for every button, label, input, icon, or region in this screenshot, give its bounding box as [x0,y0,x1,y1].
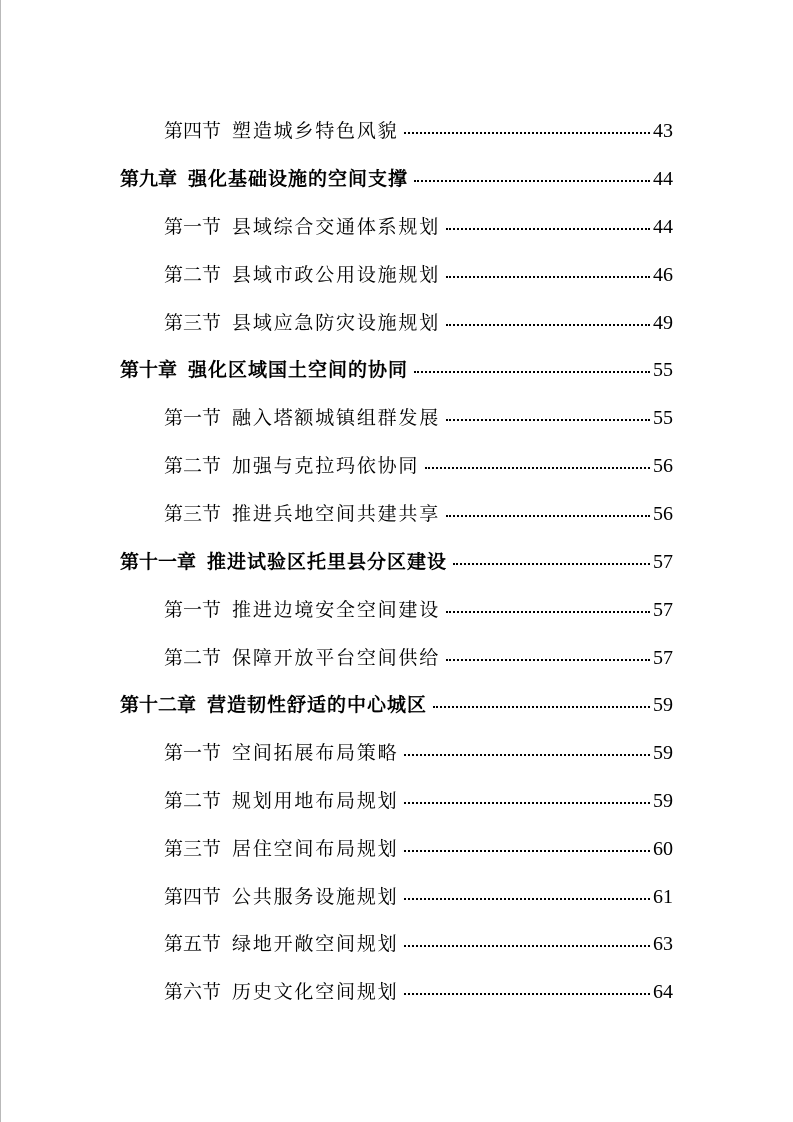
entry-number: 第十章 [120,359,178,381]
dot-leader [446,324,650,326]
entry-number: 第一节 [164,407,222,429]
entry-title: 塑造城乡特色风貌 [232,120,399,142]
toc-entry-section[interactable] [164,786,673,816]
entry-number: 第六节 [164,981,222,1003]
entry-number: 第五节 [164,933,222,955]
dot-leader [433,706,650,708]
entry-number: 第三节 [164,838,222,860]
entry-number: 第二节 [164,790,222,812]
toc-entry-section[interactable] [164,260,673,290]
entry-number: 第二节 [164,647,222,669]
entry-title: 推进试验区托里县分区建设 [207,551,448,573]
entry-title: 保障开放平台空间供给 [232,647,441,669]
entry-number: 第一节 [164,216,222,238]
entry-number: 第一节 [164,742,222,764]
entry-page-number: 44 [653,216,673,238]
dot-leader [425,467,650,469]
entry-title: 空间拓展布局策略 [232,742,399,764]
dot-leader [414,180,650,182]
toc-entry-section[interactable] [164,308,673,338]
entry-page-number: 59 [653,694,673,716]
dot-leader [404,945,650,947]
entry-title: 规划用地布局规划 [232,790,399,812]
entry-title: 推进兵地空间共建共享 [232,503,441,525]
entry-page-number: 57 [653,551,673,573]
toc-entry-chapter[interactable] [120,690,673,720]
toc-entry-section[interactable] [164,929,673,959]
entry-page-number: 63 [653,933,673,955]
entry-title: 推进边境安全空间建设 [232,599,441,621]
toc-entry-section[interactable] [164,738,673,768]
dot-leader [446,515,650,517]
toc-entry-chapter[interactable] [120,355,673,385]
dot-leader [404,850,650,852]
entry-title: 居住空间布局规划 [232,838,399,860]
entry-page-number: 64 [653,981,673,1003]
entry-page-number: 49 [653,312,673,334]
entry-title: 绿地开敞空间规划 [232,933,399,955]
entry-number: 第三节 [164,503,222,525]
entry-page-number: 55 [653,407,673,429]
entry-page-number: 56 [653,455,673,477]
entry-title: 强化区域国土空间的协同 [188,359,409,381]
entry-page-number: 59 [653,742,673,764]
toc-entry-chapter[interactable] [120,547,673,577]
dot-leader [453,563,650,565]
toc-entry-section[interactable] [164,977,673,1007]
entry-number: 第三节 [164,312,222,334]
dot-leader [404,802,650,804]
toc-entry-section[interactable] [164,116,673,146]
toc-entry-section[interactable] [164,212,673,242]
entry-title: 公共服务设施规划 [232,886,399,908]
entry-title: 历史文化空间规划 [232,981,399,1003]
entry-number: 第十二章 [120,694,197,716]
entry-title: 县域应急防灾设施规划 [232,312,441,334]
entry-number: 第四节 [164,886,222,908]
entry-number: 第二节 [164,455,222,477]
entry-title: 县域市政公用设施规划 [232,264,441,286]
entry-page-number: 59 [653,790,673,812]
entry-page-number: 43 [653,120,673,142]
entry-number: 第一节 [164,599,222,621]
entry-title: 营造韧性舒适的中心城区 [207,694,428,716]
toc-entry-section[interactable] [164,882,673,912]
dot-leader [404,754,650,756]
entry-page-number: 57 [653,647,673,669]
entry-title: 加强与克拉玛依协同 [232,455,420,477]
entry-page-number: 44 [653,168,673,190]
dot-leader [414,371,650,373]
entry-page-number: 60 [653,838,673,860]
dot-leader [404,993,650,995]
entry-title: 融入塔额城镇组群发展 [232,407,441,429]
entry-number: 第十一章 [120,551,197,573]
entry-number: 第九章 [120,168,178,190]
dot-leader [446,228,650,230]
entry-title: 强化基础设施的空间支撑 [188,168,409,190]
toc-entry-section[interactable] [164,499,673,529]
dot-leader [446,276,650,278]
dot-leader [446,419,650,421]
entry-page-number: 46 [653,264,673,286]
toc-entry-chapter[interactable] [120,164,673,194]
entry-number: 第二节 [164,264,222,286]
dot-leader [446,611,650,613]
entry-page-number: 61 [653,886,673,908]
entry-title: 县域综合交通体系规划 [232,216,441,238]
entry-number: 第四节 [164,120,222,142]
toc-entry-section[interactable] [164,451,673,481]
toc-entry-section[interactable] [164,834,673,864]
toc-entry-section[interactable] [164,403,673,433]
toc-entry-section[interactable] [164,643,673,673]
toc-entry-section[interactable] [164,595,673,625]
dot-leader [446,659,650,661]
dot-leader [404,132,650,134]
entry-page-number: 55 [653,359,673,381]
dot-leader [404,898,650,900]
entry-page-number: 56 [653,503,673,525]
entry-page-number: 57 [653,599,673,621]
